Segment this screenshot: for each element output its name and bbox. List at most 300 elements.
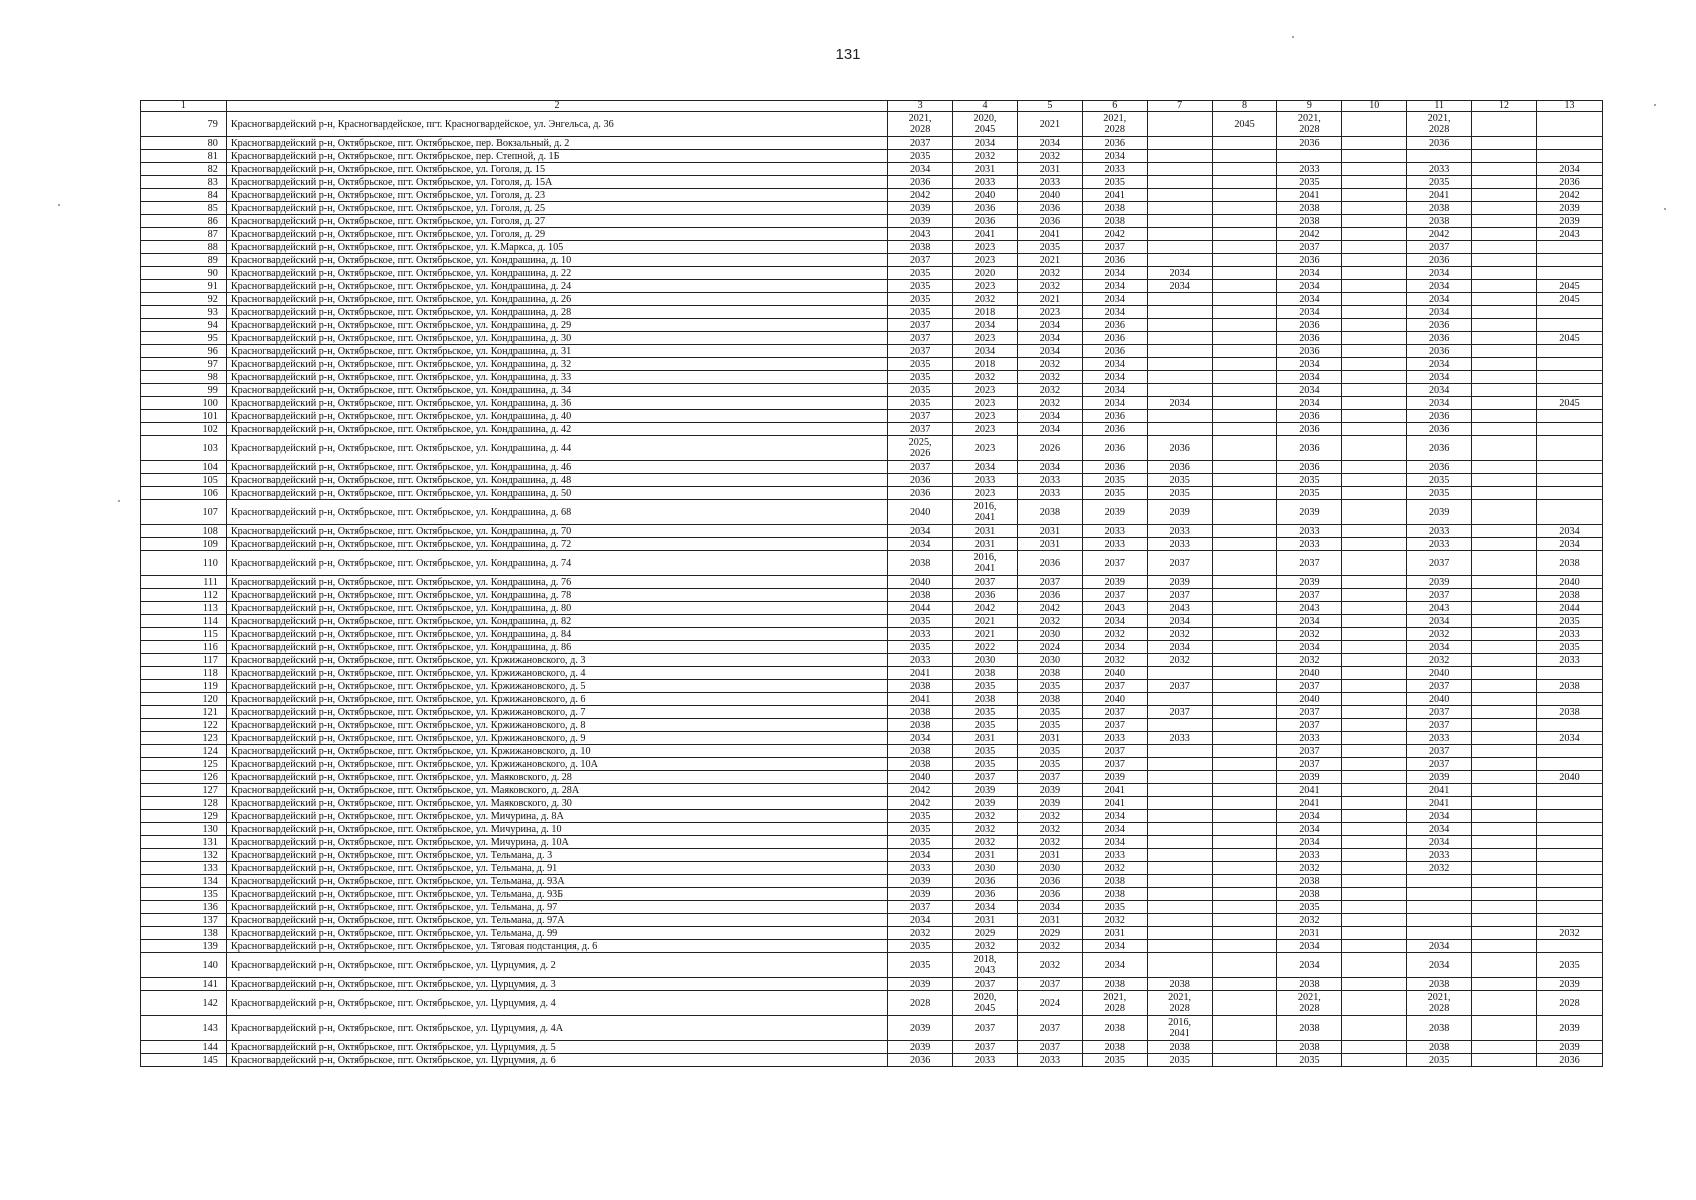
year-cell-col11: 2033: [1407, 732, 1472, 745]
year-cell-col9: 2040: [1277, 693, 1342, 706]
year-cell-col11: 2021, 2028: [1407, 991, 1472, 1016]
year-cell-col13: [1536, 112, 1602, 137]
year-cell-col8: [1212, 461, 1277, 474]
year-cell-col11: [1407, 875, 1472, 888]
year-cell-col5: 2030: [1017, 654, 1082, 667]
year-cell-col10: [1342, 719, 1407, 732]
year-cell-col6: 2035: [1082, 1054, 1147, 1067]
schedule-table: [140, 100, 1603, 1067]
year-cell-col3: 2037: [888, 901, 953, 914]
row-number-cell: 91: [141, 280, 227, 293]
year-cell-col5: 2024: [1017, 641, 1082, 654]
year-cell-col5: 2031: [1017, 163, 1082, 176]
row-number-cell: 121: [141, 706, 227, 719]
year-cell-col11: 2034: [1407, 371, 1472, 384]
year-cell-col4: 2021: [953, 615, 1018, 628]
year-cell-col3: 2035: [888, 150, 953, 163]
year-cell-col13: [1536, 797, 1602, 810]
year-cell-col9: 2035: [1277, 487, 1342, 500]
year-cell-col12: [1472, 371, 1537, 384]
year-cell-col4: 2032: [953, 940, 1018, 953]
year-cell-col8: [1212, 436, 1277, 461]
year-cell-col11: [1407, 914, 1472, 927]
year-cell-col3: 2038: [888, 551, 953, 576]
year-cell-col5: 2031: [1017, 732, 1082, 745]
address-cell: Красногвардейский р-н, Октябрьское, пгт. Октябрьское, ул. Цурцумия, д. 5: [226, 1041, 887, 1054]
table-row: [141, 784, 1603, 797]
year-cell-col11: 2036: [1407, 137, 1472, 150]
year-cell-col8: [1212, 901, 1277, 914]
table-row: [141, 293, 1603, 306]
year-cell-col6: 2036: [1082, 319, 1147, 332]
address-cell: Красногвардейский р-н, Октябрьское, пгт. Октябрьское, ул. Кондрашина, д. 34: [226, 384, 887, 397]
year-cell-col3: 2039: [888, 202, 953, 215]
year-cell-col8: [1212, 1054, 1277, 1067]
year-cell-col4: 2016, 2041: [953, 551, 1018, 576]
year-cell-col9: 2036: [1277, 436, 1342, 461]
address-cell: Красногвардейский р-н, Октябрьское, пгт. Октябрьское, ул. Кондрашина, д. 22: [226, 267, 887, 280]
year-cell-col4: 2033: [953, 1054, 1018, 1067]
year-cell-col9: 2033: [1277, 163, 1342, 176]
table-row: [141, 901, 1603, 914]
year-cell-col8: [1212, 888, 1277, 901]
year-cell-col3: 2025, 2026: [888, 436, 953, 461]
year-cell-col10: [1342, 797, 1407, 810]
year-cell-col6: 2037: [1082, 745, 1147, 758]
year-cell-col9: 2037: [1277, 551, 1342, 576]
year-cell-col7: [1147, 423, 1212, 436]
year-cell-col13: 2035: [1536, 641, 1602, 654]
address-cell: Красногвардейский р-н, Октябрьское, пгт. Октябрьское, ул. Маяковского, д. 28А: [226, 784, 887, 797]
row-number-cell: 127: [141, 784, 227, 797]
year-cell-col5: 2039: [1017, 797, 1082, 810]
year-cell-col5: 2036: [1017, 202, 1082, 215]
row-number-cell: 120: [141, 693, 227, 706]
row-number-cell: 96: [141, 345, 227, 358]
year-cell-col3: 2035: [888, 280, 953, 293]
year-cell-col6: 2037: [1082, 241, 1147, 254]
year-cell-col10: [1342, 693, 1407, 706]
year-cell-col12: [1472, 693, 1537, 706]
year-cell-col13: [1536, 487, 1602, 500]
year-cell-col6: 2034: [1082, 397, 1147, 410]
year-cell-col9: 2036: [1277, 137, 1342, 150]
year-cell-col13: 2045: [1536, 280, 1602, 293]
address-cell: Красногвардейский р-н, Октябрьское, пгт. Октябрьское, ул. Кондрашина, д. 40: [226, 410, 887, 423]
year-cell-col4: 2035: [953, 719, 1018, 732]
year-cell-col8: [1212, 1041, 1277, 1054]
table-row: [141, 228, 1603, 241]
year-cell-col5: 2032: [1017, 836, 1082, 849]
year-cell-col7: [1147, 667, 1212, 680]
year-cell-col6: 2036: [1082, 461, 1147, 474]
year-cell-col13: 2039: [1536, 978, 1602, 991]
year-cell-col11: 2038: [1407, 215, 1472, 228]
row-number-cell: 89: [141, 254, 227, 267]
year-cell-col13: 2040: [1536, 771, 1602, 784]
year-cell-col7: [1147, 345, 1212, 358]
year-cell-col12: [1472, 189, 1537, 202]
year-cell-col6: 2021, 2028: [1082, 991, 1147, 1016]
year-cell-col6: 2039: [1082, 576, 1147, 589]
year-cell-col9: 2021, 2028: [1277, 991, 1342, 1016]
year-cell-col11: 2033: [1407, 538, 1472, 551]
year-cell-col13: 2034: [1536, 525, 1602, 538]
address-cell: Красногвардейский р-н, Октябрьское, пгт. Октябрьское, ул. Кржижановского, д. 9: [226, 732, 887, 745]
year-cell-col9: 2038: [1277, 888, 1342, 901]
year-cell-col4: 2036: [953, 215, 1018, 228]
year-cell-col12: [1472, 112, 1537, 137]
year-cell-col8: [1212, 758, 1277, 771]
year-cell-col7: 2043: [1147, 602, 1212, 615]
year-cell-col11: 2032: [1407, 654, 1472, 667]
year-cell-col9: 2035: [1277, 1054, 1342, 1067]
address-cell: Красногвардейский р-н, Октябрьское, пгт. Октябрьское, ул. Кондрашина, д. 86: [226, 641, 887, 654]
address-cell: Красногвардейский р-н, Красногвардейское, пгт. Красногвардейское, ул. Энгельса, д. 36: [226, 112, 887, 137]
year-cell-col5: 2032: [1017, 358, 1082, 371]
year-cell-col9: 2033: [1277, 525, 1342, 538]
year-cell-col8: [1212, 914, 1277, 927]
year-cell-col5: 2036: [1017, 888, 1082, 901]
year-cell-col5: 2021: [1017, 254, 1082, 267]
year-cell-col8: [1212, 680, 1277, 693]
year-cell-col8: [1212, 241, 1277, 254]
year-cell-col10: [1342, 732, 1407, 745]
year-cell-col5: 2031: [1017, 914, 1082, 927]
year-cell-col5: 2035: [1017, 680, 1082, 693]
year-cell-col5: 2037: [1017, 576, 1082, 589]
address-cell: Красногвардейский р-н, Октябрьское, пгт. Октябрьское, ул. Цурцумия, д. 6: [226, 1054, 887, 1067]
year-cell-col10: [1342, 589, 1407, 602]
year-cell-col3: 2034: [888, 163, 953, 176]
year-cell-col8: [1212, 978, 1277, 991]
year-cell-col8: [1212, 410, 1277, 423]
year-cell-col7: 2034: [1147, 267, 1212, 280]
row-number-cell: 95: [141, 332, 227, 345]
year-cell-col9: 2032: [1277, 628, 1342, 641]
year-cell-col6: 2034: [1082, 836, 1147, 849]
year-cell-col13: 2039: [1536, 1016, 1602, 1041]
year-cell-col11: 2036: [1407, 410, 1472, 423]
year-cell-col10: [1342, 680, 1407, 693]
row-number-cell: 93: [141, 306, 227, 319]
year-cell-col6: 2036: [1082, 254, 1147, 267]
year-cell-col3: 2036: [888, 176, 953, 189]
year-cell-col13: 2036: [1536, 1054, 1602, 1067]
year-cell-col4: 2035: [953, 745, 1018, 758]
year-cell-col6: 2034: [1082, 615, 1147, 628]
year-cell-col10: [1342, 487, 1407, 500]
address-cell: Красногвардейский р-н, Октябрьское, пгт. Октябрьское, ул. Мичурина, д. 10А: [226, 836, 887, 849]
year-cell-col13: 2033: [1536, 654, 1602, 667]
year-cell-col3: 2035: [888, 641, 953, 654]
year-cell-col11: 2036: [1407, 332, 1472, 345]
row-number-cell: 87: [141, 228, 227, 241]
year-cell-col7: 2032: [1147, 654, 1212, 667]
year-cell-col4: 2032: [953, 836, 1018, 849]
year-cell-col13: 2038: [1536, 706, 1602, 719]
year-cell-col7: 2032: [1147, 628, 1212, 641]
table-row: [141, 589, 1603, 602]
year-cell-col8: [1212, 423, 1277, 436]
year-cell-col5: 2034: [1017, 137, 1082, 150]
year-cell-col10: [1342, 319, 1407, 332]
year-cell-col11: 2034: [1407, 641, 1472, 654]
year-cell-col10: [1342, 771, 1407, 784]
year-cell-col12: [1472, 888, 1537, 901]
year-cell-col10: [1342, 293, 1407, 306]
year-cell-col5: 2032: [1017, 150, 1082, 163]
year-cell-col5: 2037: [1017, 978, 1082, 991]
year-cell-col13: [1536, 693, 1602, 706]
year-cell-col7: 2037: [1147, 706, 1212, 719]
address-cell: Красногвардейский р-н, Октябрьское, пгт. Октябрьское, ул. Кржижановского, д. 10: [226, 745, 887, 758]
table-row: [141, 254, 1603, 267]
year-cell-col10: [1342, 953, 1407, 978]
year-cell-col10: [1342, 836, 1407, 849]
year-cell-col8: [1212, 602, 1277, 615]
year-cell-col3: 2037: [888, 254, 953, 267]
table-row: [141, 112, 1603, 137]
year-cell-col11: 2034: [1407, 384, 1472, 397]
year-cell-col8: [1212, 719, 1277, 732]
table-row: [141, 176, 1603, 189]
year-cell-col12: [1472, 862, 1537, 875]
row-number-cell: 132: [141, 849, 227, 862]
year-cell-col11: 2032: [1407, 628, 1472, 641]
table-row: [141, 849, 1603, 862]
year-cell-col8: [1212, 397, 1277, 410]
year-cell-col11: 2036: [1407, 423, 1472, 436]
address-cell: Красногвардейский р-н, Октябрьское, пгт. Октябрьское, ул. Цурцумия, д. 4А: [226, 1016, 887, 1041]
year-cell-col6: 2037: [1082, 680, 1147, 693]
year-cell-col9: 2032: [1277, 654, 1342, 667]
table-row: [141, 306, 1603, 319]
year-cell-col8: [1212, 615, 1277, 628]
year-cell-col10: [1342, 371, 1407, 384]
address-cell: Красногвардейский р-н, Октябрьское, пгт. Октябрьское, ул. Маяковского, д. 28: [226, 771, 887, 784]
year-cell-col6: 2034: [1082, 358, 1147, 371]
year-cell-col9: 2042: [1277, 228, 1342, 241]
year-cell-col5: 2034: [1017, 901, 1082, 914]
year-cell-col6: 2034: [1082, 823, 1147, 836]
year-cell-col11: 2036: [1407, 319, 1472, 332]
page-number: 131: [835, 46, 861, 63]
year-cell-col9: 2037: [1277, 241, 1342, 254]
row-number-cell: 98: [141, 371, 227, 384]
year-cell-col8: [1212, 641, 1277, 654]
year-cell-col12: [1472, 500, 1537, 525]
year-cell-col4: 2031: [953, 849, 1018, 862]
year-cell-col3: 2035: [888, 371, 953, 384]
year-cell-col12: [1472, 293, 1537, 306]
year-cell-col8: [1212, 628, 1277, 641]
year-cell-col12: [1472, 836, 1537, 849]
year-cell-col11: 2034: [1407, 280, 1472, 293]
year-cell-col6: 2034: [1082, 940, 1147, 953]
address-cell: Красногвардейский р-н, Октябрьское, пгт. Октябрьское, ул. Кондрашина, д. 46: [226, 461, 887, 474]
year-cell-col6: 2038: [1082, 978, 1147, 991]
year-cell-col13: [1536, 836, 1602, 849]
year-cell-col3: 2037: [888, 410, 953, 423]
year-cell-col6: 2037: [1082, 589, 1147, 602]
address-cell: Красногвардейский р-н, Октябрьское, пгт. Октябрьское, ул. Кондрашина, д. 44: [226, 436, 887, 461]
year-cell-col11: 2034: [1407, 293, 1472, 306]
year-cell-col10: [1342, 784, 1407, 797]
year-cell-col10: [1342, 228, 1407, 241]
year-cell-col5: 2034: [1017, 461, 1082, 474]
year-cell-col5: 2034: [1017, 345, 1082, 358]
year-cell-col9: 2043: [1277, 602, 1342, 615]
year-cell-col11: 2035: [1407, 474, 1472, 487]
year-cell-col7: [1147, 745, 1212, 758]
year-cell-col10: [1342, 241, 1407, 254]
year-cell-col11: 2043: [1407, 602, 1472, 615]
year-cell-col9: 2034: [1277, 358, 1342, 371]
year-cell-col7: 2035: [1147, 474, 1212, 487]
row-number-cell: 123: [141, 732, 227, 745]
year-cell-col6: 2036: [1082, 436, 1147, 461]
year-cell-col10: [1342, 628, 1407, 641]
year-cell-col6: 2034: [1082, 641, 1147, 654]
year-cell-col13: [1536, 901, 1602, 914]
year-cell-col12: [1472, 410, 1537, 423]
year-cell-col3: 2035: [888, 836, 953, 849]
year-cell-col4: 2023: [953, 410, 1018, 423]
year-cell-col10: [1342, 654, 1407, 667]
year-cell-col12: [1472, 978, 1537, 991]
year-cell-col10: [1342, 901, 1407, 914]
year-cell-col3: 2038: [888, 745, 953, 758]
address-cell: Красногвардейский р-н, Октябрьское, пгт. Октябрьское, ул. Кондрашина, д. 84: [226, 628, 887, 641]
row-number-cell: 103: [141, 436, 227, 461]
year-cell-col3: 2040: [888, 576, 953, 589]
year-cell-col6: 2042: [1082, 228, 1147, 241]
year-cell-col9: 2039: [1277, 576, 1342, 589]
year-cell-col13: 2033: [1536, 628, 1602, 641]
year-cell-col8: 2045: [1212, 112, 1277, 137]
year-cell-col12: [1472, 680, 1537, 693]
year-cell-col9: 2035: [1277, 901, 1342, 914]
year-cell-col9: 2034: [1277, 306, 1342, 319]
year-cell-col11: 2034: [1407, 953, 1472, 978]
year-cell-col3: 2038: [888, 589, 953, 602]
year-cell-col4: 2031: [953, 163, 1018, 176]
year-cell-col12: [1472, 228, 1537, 241]
year-cell-col10: [1342, 641, 1407, 654]
year-cell-col8: [1212, 849, 1277, 862]
year-cell-col4: 2032: [953, 293, 1018, 306]
year-cell-col5: 2036: [1017, 589, 1082, 602]
year-cell-col13: [1536, 849, 1602, 862]
year-cell-col3: 2035: [888, 397, 953, 410]
year-cell-col11: 2041: [1407, 189, 1472, 202]
year-cell-col3: 2034: [888, 849, 953, 862]
year-cell-col8: [1212, 384, 1277, 397]
year-cell-col10: [1342, 189, 1407, 202]
column-header: 2: [226, 101, 887, 112]
column-header: 13: [1536, 101, 1602, 112]
table-row: [141, 384, 1603, 397]
year-cell-col8: [1212, 693, 1277, 706]
year-cell-col11: 2038: [1407, 1016, 1472, 1041]
scan-speck: [1292, 36, 1294, 38]
year-cell-col12: [1472, 137, 1537, 150]
year-cell-col8: [1212, 823, 1277, 836]
year-cell-col12: [1472, 241, 1537, 254]
year-cell-col4: 2039: [953, 797, 1018, 810]
row-number-cell: 137: [141, 914, 227, 927]
year-cell-col13: 2042: [1536, 189, 1602, 202]
year-cell-col5: 2041: [1017, 228, 1082, 241]
address-cell: Красногвардейский р-н, Октябрьское, пгт. Октябрьское, ул. Тельмана, д. 97А: [226, 914, 887, 927]
year-cell-col5: 2031: [1017, 538, 1082, 551]
year-cell-col6: 2034: [1082, 384, 1147, 397]
year-cell-col12: [1472, 758, 1537, 771]
year-cell-col13: [1536, 461, 1602, 474]
year-cell-col4: 2035: [953, 680, 1018, 693]
year-cell-col9: 2034: [1277, 953, 1342, 978]
row-number-cell: 144: [141, 1041, 227, 1054]
year-cell-col13: 2038: [1536, 589, 1602, 602]
year-cell-col5: 2035: [1017, 719, 1082, 732]
year-cell-col10: [1342, 254, 1407, 267]
row-number-cell: 82: [141, 163, 227, 176]
year-cell-col7: [1147, 914, 1212, 927]
year-cell-col7: 2034: [1147, 641, 1212, 654]
year-cell-col5: 2035: [1017, 706, 1082, 719]
address-cell: Красногвардейский р-н, Октябрьское, пгт. Октябрьское, ул. Кондрашина, д. 74: [226, 551, 887, 576]
year-cell-col13: [1536, 150, 1602, 163]
year-cell-col7: [1147, 797, 1212, 810]
row-number-cell: 135: [141, 888, 227, 901]
year-cell-col4: 2036: [953, 888, 1018, 901]
year-cell-col6: 2034: [1082, 267, 1147, 280]
row-number-cell: 80: [141, 137, 227, 150]
row-number-cell: 130: [141, 823, 227, 836]
year-cell-col11: 2037: [1407, 680, 1472, 693]
year-cell-col8: [1212, 293, 1277, 306]
year-cell-col4: 2031: [953, 525, 1018, 538]
year-cell-col4: 2023: [953, 280, 1018, 293]
year-cell-col10: [1342, 1016, 1407, 1041]
year-cell-col9: 2034: [1277, 280, 1342, 293]
year-cell-col4: 2018, 2043: [953, 953, 1018, 978]
year-cell-col6: 2031: [1082, 927, 1147, 940]
year-cell-col9: 2036: [1277, 254, 1342, 267]
year-cell-col7: 2039: [1147, 500, 1212, 525]
year-cell-col6: 2038: [1082, 888, 1147, 901]
year-cell-col3: 2038: [888, 241, 953, 254]
year-cell-col6: 2033: [1082, 732, 1147, 745]
row-number-cell: 124: [141, 745, 227, 758]
year-cell-col6: 2036: [1082, 423, 1147, 436]
year-cell-col11: 2033: [1407, 163, 1472, 176]
year-cell-col6: 2036: [1082, 345, 1147, 358]
year-cell-col4: 2020, 2045: [953, 991, 1018, 1016]
year-cell-col11: [1407, 901, 1472, 914]
table-row: [141, 823, 1603, 836]
year-cell-col8: [1212, 332, 1277, 345]
year-cell-col6: 2032: [1082, 914, 1147, 927]
year-cell-col11: 2038: [1407, 978, 1472, 991]
year-cell-col7: 2037: [1147, 680, 1212, 693]
table-row: [141, 474, 1603, 487]
year-cell-col4: 2032: [953, 150, 1018, 163]
year-cell-col11: 2036: [1407, 461, 1472, 474]
year-cell-col5: 2032: [1017, 615, 1082, 628]
year-cell-col12: [1472, 745, 1537, 758]
